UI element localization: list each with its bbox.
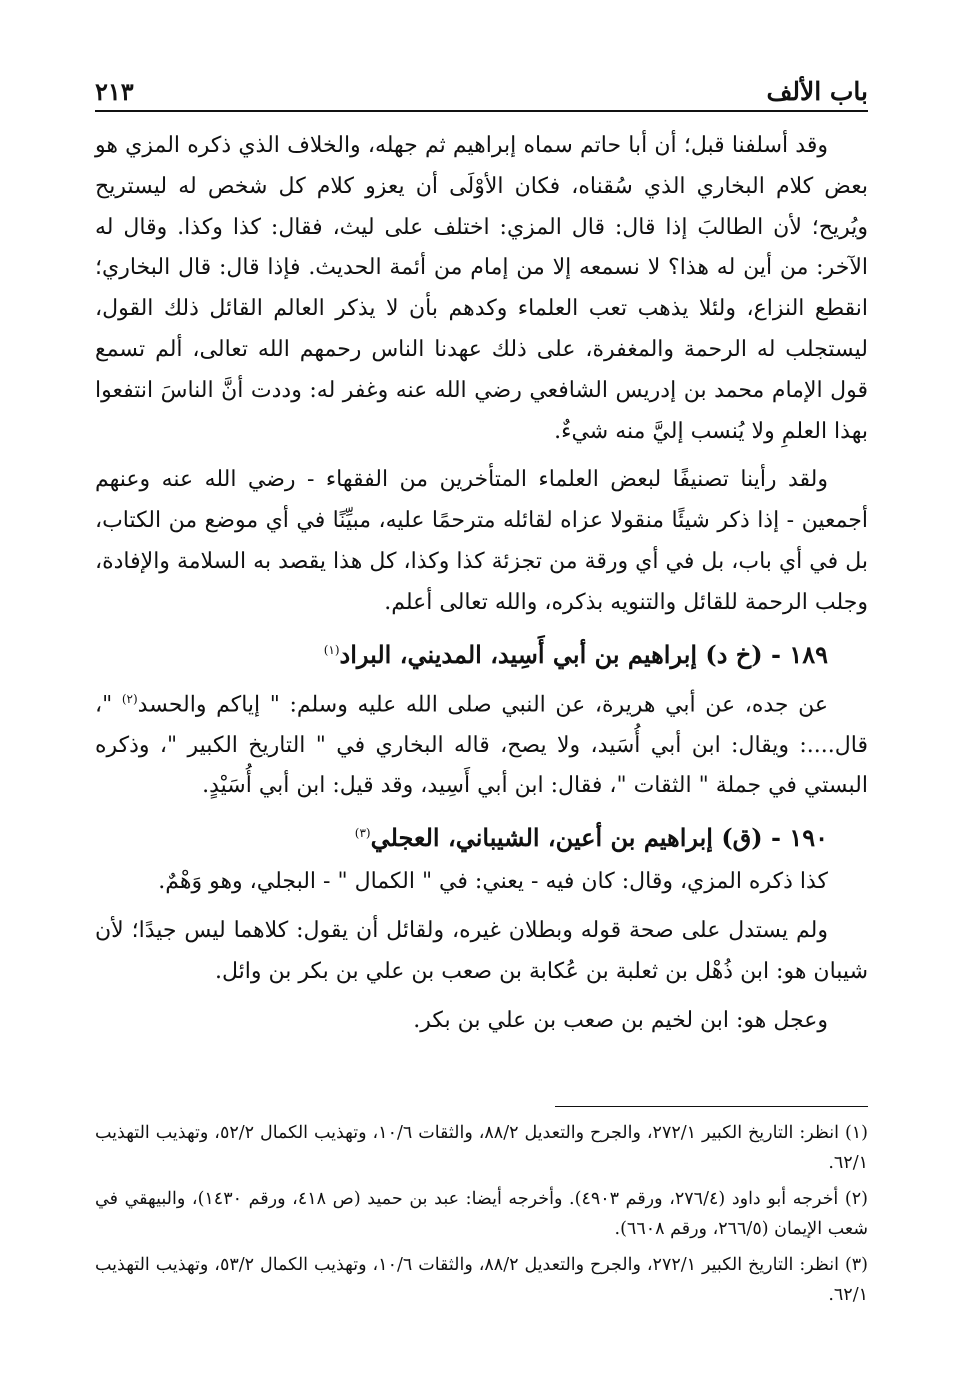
footnote-2: (٢) أخرجه أبو داود (٢٧٦/٤، ورقم ٤٩٠٣). وأخرجه أيضا: عبد بن حميد (ص ٤١٨، ورقم ١٤٣٠)، والبيهقي في شعب الإيمان (٢٦٦/٥، ورقم ٦٦٠٨). [95, 1189, 868, 1239]
footnotes [95, 1118, 868, 1316]
entry-189-text [95, 679, 868, 808]
entry-189-title: ١٨٩ - (خ د) إبراهيم بن أبي أَسِيد، المديني، البراد [339, 639, 828, 669]
paragraph-1: وقد أسلفنا قبل؛ أن أبا حاتم سماه إبراهيم ثم جهله، والخلاف الذي ذكره المزي هو بعض كلام البخاري الذي سُقناه، فكان الأوْلَى أن يعزو كلام كل شخص له ليستريح ويُريح؛ لأن الطالبَ إذا قال: قال المزي: اختلف على ليث، فقال: كذا وكذا. وقال له الآخر: من أين له هذا؟ لا نسمعه إلا من إمام من أئمة الحديث. فإذا قال: قال البخاري؛ انقطع النزاع، ولئلا يذهب تعب العلماء وكدهم بأن لا يذكر العالم القائل ذلك القول، ليستجلب له الرحمة والمغفرة، على ذلك عهدنا الناس رحمهم الله تعالى، ألم تسمع قول الإمام محمد بن إدريس الشافعي رضي الله عنه وغفر له: وددت أنَّ الناسَ انتفعوا بهذا العلمِ ولا يُنسب إليَّ منه شيءٌ. [95, 133, 868, 444]
page-number: ٢١٣ [95, 77, 134, 106]
footnote-divider [555, 1106, 868, 1107]
footnote-3: (٣) انظر: التاريخ الكبير ٢٧٢/١، والجرح والتعديل ٨٨/٢، والثقات ١٠/٦، وتهذيب الكمال ٥٣/٢، وتهذيب التهذيب ٦٢/١. [95, 1255, 868, 1305]
entry-190-paragraph-1: كذا ذكره المزي، وقال: كان فيه - يعني: في " الكمال " - البجلي، وهو وَهْمٌ. [158, 869, 828, 895]
paragraph-2: ولقد رأينا تصنيفًا لبعض العلماء المتأخرين من الفقهاء - رضي الله عنه وعنهم أجمعين - إذا ذكر شيئًا منقولا عزاه لقائله مترحمًا عليه، مبيِّنًا في أي موضع من الكتاب، بل في أي باب، بل في أي ورقة من تجزئة كذا وكذا، كل هذا يقصد به السلامة والإفادة، وجلب الرحمة للقائل والتنويه بذكره، والله تعالى أعلم. [95, 467, 868, 615]
page-header [95, 68, 868, 112]
footnote-marker-1: (١) [323, 642, 340, 657]
main-text [95, 126, 868, 1041]
entry-189-text-a: عن جده، عن أبي هريرة، عن النبي صلى الله عليه وسلم: " إياكم والحسد [137, 691, 828, 717]
footnote-1: (١) انظر: التاريخ الكبير ٢٧٢/١، والجرح والتعديل ٨٨/٢، والثقات ١٠/٦، وتهذيب الكمال ٥٢/٢، وتهذيب التهذيب ٦٢/١. [95, 1123, 868, 1173]
footnote-marker-3: (٣) [354, 826, 371, 841]
footnote-marker-2: (٢) [121, 691, 138, 706]
entry-189-heading [95, 628, 868, 677]
entry-190-title: ١٩٠ - (ق) إبراهيم بن أعين، الشيباني، العجلي [370, 823, 828, 853]
entry-190-paragraph-2: ولم يستدل على صحة قوله وبطلان غيره، ولقائل أن يقول: كلاهما ليس جيدًا؛ لأن شيبان هو: ابن ذُهْل بن ثعلبة بن عُكابة بن صعب بن علي بن بكر بن وائل. [95, 918, 868, 984]
entry-190-paragraph-3: وعجل هو: ابن لخيم بن صعب بن علي بن بكر. [413, 1007, 828, 1033]
running-title: باب الألف [766, 77, 868, 106]
entry-190-heading [95, 811, 868, 860]
entry-189-text-b: "، قال....: ويقال: ابن أبي أُسَيد، ولا يصح، قاله البخاري في " التاريخ الكبير "، وذكره البستي في جملة " الثقات "، فقال: ابن أبي أَسِيد، وقد قيل: ابن أبي أُسَيْدٍ. [95, 691, 868, 799]
